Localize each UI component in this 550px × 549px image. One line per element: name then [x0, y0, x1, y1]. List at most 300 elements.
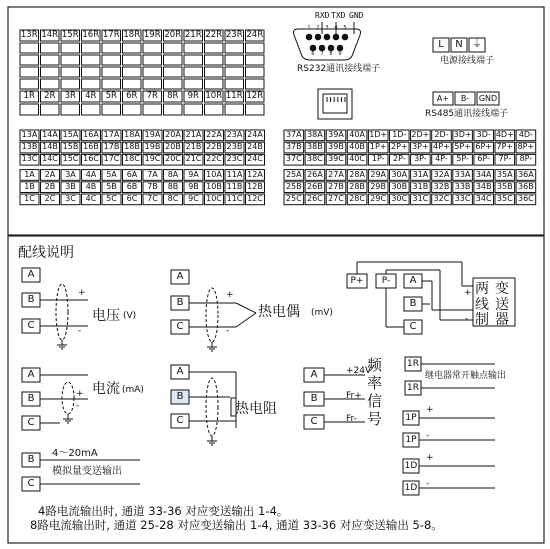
frequency-char: 号 [367, 410, 383, 428]
channel-block-a-label: 3B [65, 181, 76, 191]
channel-block-b-label: 35A [496, 169, 513, 179]
db9-pin-icon [333, 34, 339, 40]
channel-block-a-label: 22C [206, 154, 222, 164]
terminal-1d: 1D [404, 461, 418, 471]
db9-pin-icon [337, 45, 343, 51]
plus-24v-label: +24V [346, 366, 372, 376]
voltage-unit: (V) [123, 311, 137, 321]
blank-row-5-cell [225, 104, 244, 115]
blank-row-3-cell [41, 67, 60, 77]
channel-block-b-label: 28A [349, 169, 365, 179]
channel-block-b-label: 31A [412, 169, 429, 179]
channel-block-a-label: 13C [21, 154, 38, 164]
channel-block-b-label: 37A [285, 130, 302, 139]
blank-row-3-cell [246, 67, 265, 77]
blank-row-4-cell [225, 79, 244, 89]
db9-pin-number: 4 [334, 25, 338, 31]
terminal-a: A [409, 275, 417, 286]
db9-pin-number: 8 [329, 51, 333, 57]
channel-block-a-label: 3C [65, 194, 76, 203]
db9-pin-number: 7 [320, 51, 324, 57]
blank-row-1-cell [246, 43, 265, 53]
channel-block-b-label: 29B [370, 181, 387, 191]
db9-pin-icon [328, 45, 334, 51]
blank-row-1-cell [20, 43, 39, 53]
r-row-2-label: 6R [126, 91, 138, 101]
db9-pin-number: 6 [311, 51, 315, 57]
db9-pin-icon [319, 45, 325, 51]
r-row-2-label: 1R [23, 91, 35, 101]
blank-row-4-cell [61, 79, 80, 89]
channel-block-a-label: 9B [188, 181, 199, 191]
blank-row-2-cell [205, 55, 224, 65]
channel-block-b-label: 25C [285, 194, 302, 203]
channel-block-b-label: 27A [328, 169, 344, 179]
channel-block-b-label: 2P- [392, 154, 406, 164]
blank-row-2-cell [61, 55, 80, 65]
r-row-2-label: 2R [44, 91, 56, 101]
channel-block-a-label: 9C [188, 194, 199, 203]
db9-pin-number: 5 [343, 25, 347, 31]
channel-block-a-label: 2B [44, 181, 56, 191]
channel-block-a-label: 5B [106, 181, 117, 191]
channel-block-a-label: 14C [42, 154, 58, 164]
blank-row-1-cell [41, 43, 60, 53]
channel-block-b-label: 38A [307, 130, 323, 139]
r-row-2-label: 7R [146, 91, 158, 101]
terminal-b: B [176, 297, 184, 308]
rs485-terminal-label: RS485通讯接线端子 [425, 109, 509, 119]
terminal-b: B [176, 391, 184, 402]
channel-block-a-label: 2A [44, 169, 56, 179]
shield-icon [206, 288, 218, 342]
blank-row-2-cell [184, 55, 203, 65]
channel-block-b-label: 39B [328, 142, 344, 152]
channel-block-b-label: 25A [285, 169, 302, 179]
channel-block-b-label: 27C [328, 194, 344, 203]
frequency-char: 频 [367, 356, 383, 374]
channel-block-b-label: 34A [475, 169, 492, 179]
r-row-1-label: 16R [82, 30, 100, 40]
r-row-1-label: 22R [205, 30, 223, 40]
transmitter-char: 制 [475, 312, 489, 328]
blank-row-2-cell [143, 55, 162, 65]
channel-block-a-label: 15A [62, 130, 79, 139]
channel-block-b-label: 25B [285, 181, 302, 191]
rs232-terminal-label: RS232通讯接线端子 [297, 64, 381, 74]
frequency-char: 率 [367, 374, 383, 392]
channel-block-a-label: 20B [165, 142, 181, 152]
channel-block-b-label: 31B [412, 181, 429, 191]
channel-block-a-label: 21A [185, 130, 202, 139]
channel-block-a-label: 6B [126, 181, 138, 191]
channel-block-a-label: 24A [247, 130, 263, 139]
blank-row-1-cell [225, 43, 244, 53]
channel-block-a-label: 15C [62, 154, 79, 164]
channel-block-b-label: 2D- [434, 130, 449, 139]
channel-block-a-label: 14A [42, 130, 58, 139]
channel-block-a-label: 12B [247, 181, 263, 191]
blank-row-4-cell [246, 79, 265, 89]
power-terminal-label: N [455, 39, 463, 50]
channel-block-a-label: 21B [185, 142, 202, 152]
terminal-a: A [176, 366, 184, 377]
channel-block-b-label: 35B [496, 181, 513, 191]
r-row-2-label: 9R [187, 91, 199, 101]
terminal-c: C [176, 321, 184, 332]
channel-block-a-label: 23C [226, 154, 243, 164]
r-row-1-label: 23R [225, 30, 243, 40]
channel-block-a-label: 18A [124, 130, 140, 139]
blank-row-4-cell [205, 79, 224, 89]
channel-block-a-label: 8C [167, 194, 179, 203]
relay-output-label: 继电器常开触点输出 [425, 371, 507, 381]
blank-row-1-cell [82, 43, 101, 53]
channel-block-a-label: 8A [167, 169, 179, 179]
rtd-label: 热电阻 [235, 401, 277, 417]
r-row-2-label: 5R [105, 91, 117, 101]
channel-block-a-label: 24B [247, 142, 263, 152]
channel-block-a-label: 11B [226, 181, 243, 191]
channel-block-b-label: 1P+ [369, 142, 387, 152]
channel-block-a-label: 5C [106, 194, 117, 203]
channel-block-b-label: 3P+ [412, 142, 429, 152]
blank-row-1-cell [184, 43, 203, 53]
minus-sign: - [426, 479, 430, 489]
channel-block-a-label: 1C [24, 194, 35, 203]
channel-block-a-label: 15B [62, 142, 79, 152]
minus-sign: - [76, 401, 80, 411]
channel-block-b-label: 32B [433, 181, 450, 191]
db9-connector-icon [294, 29, 361, 60]
terminal-1p: 1P [405, 413, 417, 423]
channel-block-b-label: 3D- [476, 130, 491, 139]
blank-row-2-cell [123, 55, 142, 65]
channel-block-b-label: 2D+ [411, 130, 430, 139]
freq-plus-label: Fr+ [346, 391, 362, 401]
channel-block-b-label: 1D+ [369, 130, 388, 139]
transmitter-char: 器 [495, 312, 509, 328]
channel-block-b-label: 8P+ [517, 142, 535, 152]
r-row-2-label: 8R [167, 91, 179, 101]
channel-block-b-label: 3D+ [453, 130, 472, 139]
rs485-terminal-label: B- [460, 94, 470, 103]
channel-block-b-label: 8P- [519, 154, 533, 164]
channel-block-a-label: 8B [167, 181, 179, 191]
channel-block-a-label: 19C [144, 154, 161, 164]
channel-block-b-label: 6P- [477, 154, 490, 164]
blank-row-3-cell [20, 67, 39, 77]
minus-sign: - [226, 326, 230, 336]
blank-row-3-cell [164, 67, 183, 77]
channel-block-b-label: 39C [328, 154, 344, 164]
blank-row-2-cell [102, 55, 121, 65]
db9-pin-number: 1 [307, 25, 311, 31]
channel-block-a-label: 18B [124, 142, 140, 152]
channel-block-a-label: 7C [147, 194, 158, 203]
power-terminal-label: L [438, 39, 444, 50]
terminal-c: C [176, 415, 184, 426]
channel-block-a-label: 7A [147, 169, 158, 179]
blank-row-1-cell [143, 43, 162, 53]
terminal-1r: 1R [407, 359, 419, 369]
terminal-a: A [310, 369, 318, 380]
blank-row-4-cell [123, 79, 142, 89]
terminal-p-plus: P+ [350, 276, 364, 286]
db9-pin-icon [315, 34, 321, 40]
channel-block-a-label: 14B [42, 142, 58, 152]
blank-row-3-cell [61, 67, 80, 77]
section-title: 配线说明 [18, 245, 74, 261]
terminal-c: C [409, 321, 417, 332]
blank-row-4-cell [184, 79, 203, 89]
terminal-a: A [176, 271, 184, 282]
channel-block-a-label: 20C [165, 154, 181, 164]
rs485-terminal-label: A+ [436, 94, 450, 103]
blank-row-1-cell [205, 43, 224, 53]
channel-block-b-label: 27B [328, 181, 344, 191]
blank-row-2-cell [246, 55, 265, 65]
channel-block-a-label: 17C [103, 154, 120, 164]
blank-row-5-cell [20, 104, 39, 115]
channel-block-b-label: 26B [307, 181, 323, 191]
db9-pin-number: 3 [325, 25, 329, 31]
channel-block-a-label: 20A [165, 130, 181, 139]
channel-block-b-label: 38C [307, 154, 323, 164]
terminal-b: B [409, 298, 417, 309]
terminal-1d: 1D [404, 483, 418, 493]
blank-row-2-cell [41, 55, 60, 65]
channel-block-b-label: 28C [349, 194, 365, 203]
voltage-label: 电压 [92, 308, 120, 324]
channel-block-b-label: 4D- [518, 130, 533, 139]
channel-block-a-label: 10C [206, 194, 222, 203]
channel-block-b-label: 40A [349, 130, 365, 139]
channel-block-a-label: 22B [206, 142, 222, 152]
channel-block-b-label: 36A [518, 169, 534, 179]
note-line-2: 8路电流输出时, 通道 25-28 对应变送输出 1-4, 通道 33-36 对应变送输出 5-8。 [30, 518, 443, 532]
terminal-c: C [27, 478, 35, 489]
channel-block-b-label: 7P- [498, 154, 512, 164]
blank-row-2-cell [82, 55, 101, 65]
terminal-c: C [27, 417, 35, 428]
blank-row-3-cell [82, 67, 101, 77]
blank-row-5-cell [205, 104, 224, 115]
db9-gnd-label: GND [349, 11, 364, 20]
channel-block-b-label: 36C [518, 194, 534, 203]
minus-sign: - [78, 326, 82, 336]
blank-row-5-cell [82, 104, 101, 115]
db9-pin-number: 2 [316, 25, 320, 31]
blank-row-4-cell [20, 79, 39, 89]
channel-block-b-label: 5P+ [454, 142, 471, 152]
channel-block-b-label: 32A [433, 169, 450, 179]
r-row-1-label: 19R [143, 30, 161, 40]
terminal-1r: 1R [407, 383, 419, 393]
terminal-c: C [310, 416, 318, 427]
transmitter-char: 两 [475, 281, 489, 297]
db9-pin-number: 9 [338, 51, 342, 57]
plus-sign: + [226, 290, 234, 300]
channel-block-a-label: 13B [21, 142, 38, 152]
analog-output-label: 模拟量变送输出 [52, 466, 122, 477]
channel-block-b-label: 30C [391, 194, 408, 203]
blank-row-4-cell [41, 79, 60, 89]
blank-row-2-cell [225, 55, 244, 65]
power-terminal-earth-icon: ⏚ [472, 39, 482, 50]
channel-block-a-label: 16B [83, 142, 99, 152]
channel-block-b-label: 28B [349, 181, 365, 191]
channel-block-a-label: 19B [144, 142, 161, 152]
channel-block-b-label: 36B [518, 181, 534, 191]
channel-block-b-label: 1D- [392, 130, 407, 139]
channel-block-b-label: 33C [454, 194, 471, 203]
note-line-1: 4路电流输出时, 通道 33-36 对应变送输出 1-4。 [38, 504, 289, 518]
blank-row-1-cell [164, 43, 183, 53]
channel-block-b-label: 31C [412, 194, 429, 203]
blank-row-4-cell [164, 79, 183, 89]
blank-row-5-cell [123, 104, 142, 115]
channel-block-b-label: 3P- [414, 154, 427, 164]
channel-block-a-label: 1A [24, 169, 35, 179]
channel-block-a-label: 16C [83, 154, 99, 164]
channel-block-b-label: 26A [307, 169, 323, 179]
r-row-1-label: 15R [61, 30, 79, 40]
transmitter-char: 变 [495, 281, 509, 297]
db9-rxd-label: RXD [315, 11, 330, 20]
channel-block-a-label: 22A [206, 130, 222, 139]
channel-block-b-label: 5P- [456, 154, 469, 164]
blank-row-3-cell [205, 67, 224, 77]
blank-row-3-cell [143, 67, 162, 77]
channel-block-a-label: 4C [85, 194, 97, 203]
channel-block-a-label: 6A [126, 169, 138, 179]
channel-block-a-label: 1B [24, 181, 35, 191]
channel-block-a-label: 17B [103, 142, 120, 152]
plus-sign: + [464, 288, 472, 298]
freq-minus-label: Fr- [346, 414, 357, 424]
channel-block-b-label: 7P+ [496, 142, 514, 152]
blank-row-3-cell [184, 67, 203, 77]
r-row-1-label: 13R [20, 30, 38, 40]
channel-block-b-label: 26C [307, 194, 323, 203]
channel-block-a-label: 7B [147, 181, 158, 191]
db9-pin-icon [342, 34, 348, 40]
terminal-1p: 1P [405, 435, 417, 445]
terminal-a: A [27, 369, 35, 380]
rs485-terminal-label: GND [478, 94, 498, 103]
blank-row-3-cell [225, 67, 244, 77]
r-row-2-label: 4R [85, 91, 97, 101]
shield-icon [62, 382, 74, 414]
channel-block-a-label: 18C [124, 154, 140, 164]
blank-row-1-cell [102, 43, 121, 53]
channel-block-a-label: 23A [226, 130, 243, 139]
channel-block-a-label: 13A [21, 130, 38, 139]
minus-sign: - [426, 431, 430, 441]
channel-block-a-label: 5A [106, 169, 117, 179]
channel-block-a-label: 9A [188, 169, 199, 179]
channel-block-a-label: 3A [65, 169, 76, 179]
channel-block-b-label: 35C [496, 194, 513, 203]
blank-row-1-cell [61, 43, 80, 53]
db9-pin-icon [324, 34, 330, 40]
blank-row-5-cell [41, 104, 60, 115]
r-row-2-label: 3R [64, 91, 76, 101]
r-row-1-label: 21R [184, 30, 202, 40]
power-terminal-label: 电源接线端子 [440, 56, 495, 66]
channel-block-b-label: 33B [454, 181, 471, 191]
channel-block-a-label: 11A [226, 169, 243, 179]
terminal-b: B [27, 294, 35, 305]
channel-block-b-label: 30A [391, 169, 408, 179]
transmitter-char: 线 [475, 297, 489, 313]
channel-block-b-label: 2P+ [390, 142, 408, 152]
blank-row-5-cell [246, 104, 265, 115]
r-row-1-label: 18R [123, 30, 141, 40]
frequency-char: 信 [367, 392, 383, 410]
channel-block-a-label: 6C [126, 194, 138, 203]
channel-block-b-label: 4P- [435, 154, 448, 164]
channel-block-a-label: 16A [83, 130, 99, 139]
current-label: 电流 [92, 381, 120, 397]
blank-row-2-cell [164, 55, 183, 65]
channel-block-b-label: 6P+ [475, 142, 492, 152]
db9-pin-icon [306, 34, 312, 40]
blank-row-3-cell [102, 67, 121, 77]
r-row-1-label: 14R [41, 30, 59, 40]
channel-block-b-label: 37B [285, 142, 302, 152]
channel-block-b-label: 1P- [371, 154, 385, 164]
channel-block-a-label: 12A [247, 169, 263, 179]
r-row-2-label: 11R [225, 91, 243, 101]
blank-row-3-cell [123, 67, 142, 77]
channel-block-b-label: 34B [475, 181, 492, 191]
blank-row-4-cell [143, 79, 162, 89]
channel-block-b-label: 29C [370, 194, 387, 203]
terminal-b: B [27, 393, 35, 404]
terminal-b: B [310, 393, 318, 404]
channel-block-a-label: 10A [206, 169, 222, 179]
thermocouple-unit: (mV) [311, 308, 333, 318]
channel-block-b-label: 33A [454, 169, 471, 179]
current-output-range: 4～20mA [52, 448, 98, 459]
blank-row-5-cell [61, 104, 80, 115]
terminal-c: C [27, 320, 35, 331]
r-row-2-label: 12R [246, 91, 264, 101]
db9-txd-label: TXD [331, 11, 346, 20]
channel-block-a-label: 17A [103, 130, 120, 139]
channel-block-a-label: 21C [185, 154, 202, 164]
blank-row-5-cell [184, 104, 203, 115]
channel-block-b-label: 40C [349, 154, 365, 164]
channel-block-a-label: 24C [247, 154, 263, 164]
r-row-2-label: 10R [205, 91, 223, 101]
blank-row-1-cell [123, 43, 142, 53]
channel-block-b-label: 37C [285, 154, 302, 164]
thermocouple-label: 热电偶 [258, 304, 300, 320]
channel-block-a-label: 19A [144, 130, 161, 139]
rj-jack-inner [323, 94, 347, 113]
channel-block-a-label: 23B [226, 142, 243, 152]
channel-block-b-label: 29A [370, 169, 387, 179]
channel-block-b-label: 4D+ [495, 130, 514, 139]
blank-row-4-cell [82, 79, 101, 89]
plus-sign: + [76, 389, 84, 399]
r-row-1-label: 17R [102, 30, 120, 40]
channel-block-a-label: 11C [226, 194, 243, 203]
plus-sign: + [426, 405, 434, 415]
